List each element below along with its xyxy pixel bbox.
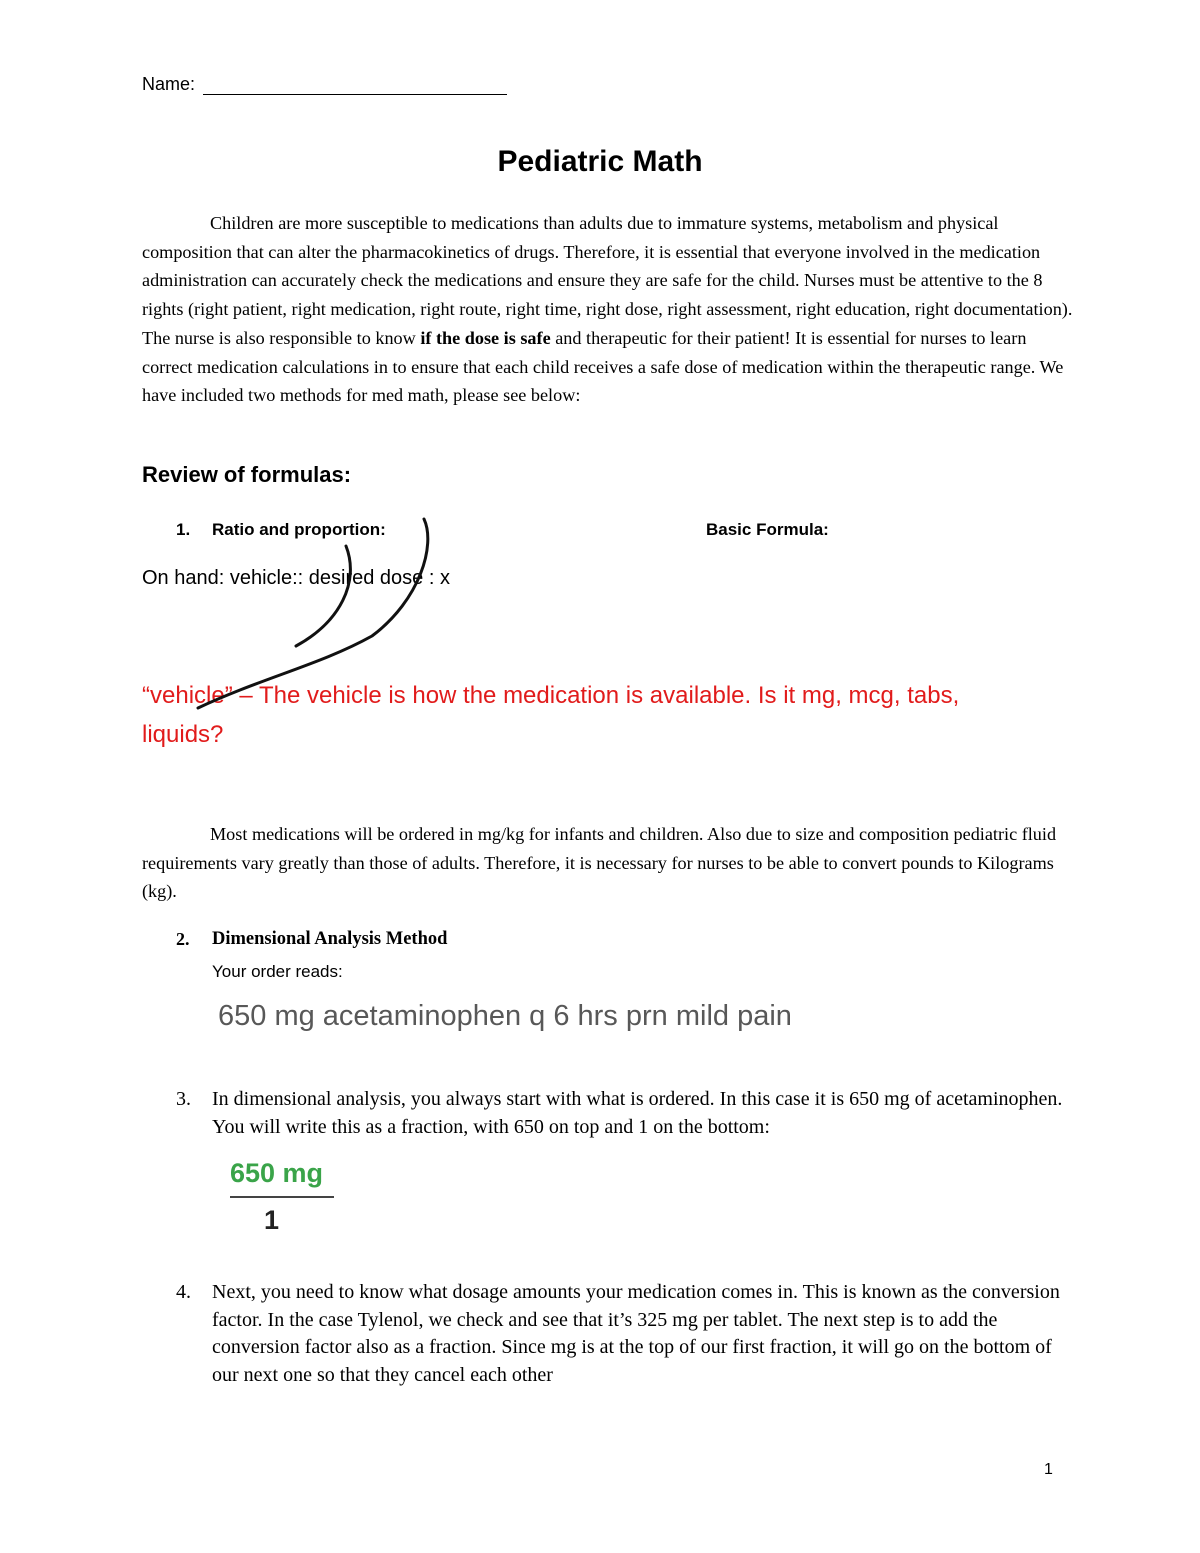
item3-number: 3. xyxy=(176,1088,191,1110)
item1-label: Ratio and proportion: xyxy=(212,520,386,539)
basic-formula-label: Basic Formula: xyxy=(706,520,829,539)
item4-text: Next, you need to know what dosage amounts your medication comes in. This is known as the conversion factor. In the case Tylenol, we check and see that it’s 325 mg per tablet. The next step is to add the conversion factor also as a fraction. Since mg is at the top of our first fraction, it will go on the bottom of our next one so that they cancel each other xyxy=(212,1281,1060,1386)
item1-number: 1. xyxy=(176,520,191,539)
intro-bold-text: if the dose is safe xyxy=(420,327,551,348)
item2-number: 2. xyxy=(176,929,190,949)
on-hand-formula: On hand: vehicle:: desired dose : x xyxy=(142,567,450,589)
paragraph-2-text: Most medications will be ordered in mg/kg for infants and children. Also due to size and composition pediatric fluid requirements vary greatly than those of adults. Therefore, it is necessary for nurses to be able to convert pounds to Kilograms (kg). xyxy=(142,824,1057,902)
item2-label: Dimensional Analysis Method xyxy=(212,929,448,949)
pen-stroke-long xyxy=(198,519,428,708)
fraction-numerator: 650 mg xyxy=(230,1158,324,1188)
page-number: 1 xyxy=(1044,1461,1053,1478)
vehicle-note: “vehicle” – The vehicle is how the medication is available. Is it mg, mcg, tabs, liquids? xyxy=(142,682,960,748)
page-title: Pediatric Math xyxy=(497,145,703,178)
order-text: 650 mg acetaminophen q 6 hrs prn mild pain xyxy=(218,1000,792,1032)
intro-text-1: Children are more susceptible to medications than adults due to immature systems, metabolism and physical composition that can alter the pharmacokinetics of drugs. Therefore, it is essential that everyone involved in the medication administration can accurately check the medications and ensure they are safe for the child. Nurses must be attentive to the 8 rights (right patient, right medication, right route, right time, right dose, right assessment, right education, right documentation). The nurse is also responsible to know xyxy=(142,213,1073,348)
item4-number: 4. xyxy=(176,1281,191,1303)
order-reads-label: Your order reads: xyxy=(212,962,343,981)
fraction-denominator: 1 xyxy=(264,1205,280,1235)
intro-text-2: and therapeutic for their patient! It is essential for nurses to learn correct medication calculations in to ensure that each child receives a safe dose of medication within the therapeutic range. We have included two methods for med math, please see below: xyxy=(142,327,1064,406)
pen-stroke-short xyxy=(296,546,350,646)
name-label: Name: xyxy=(142,74,196,94)
item3-text: In dimensional analysis, you always start with what is ordered. In this case it is 650 mg of acetaminophen. You will write this as a fraction, with 650 on top and 1 on the bottom: xyxy=(212,1088,1063,1138)
review-heading: Review of formulas: xyxy=(142,462,352,487)
